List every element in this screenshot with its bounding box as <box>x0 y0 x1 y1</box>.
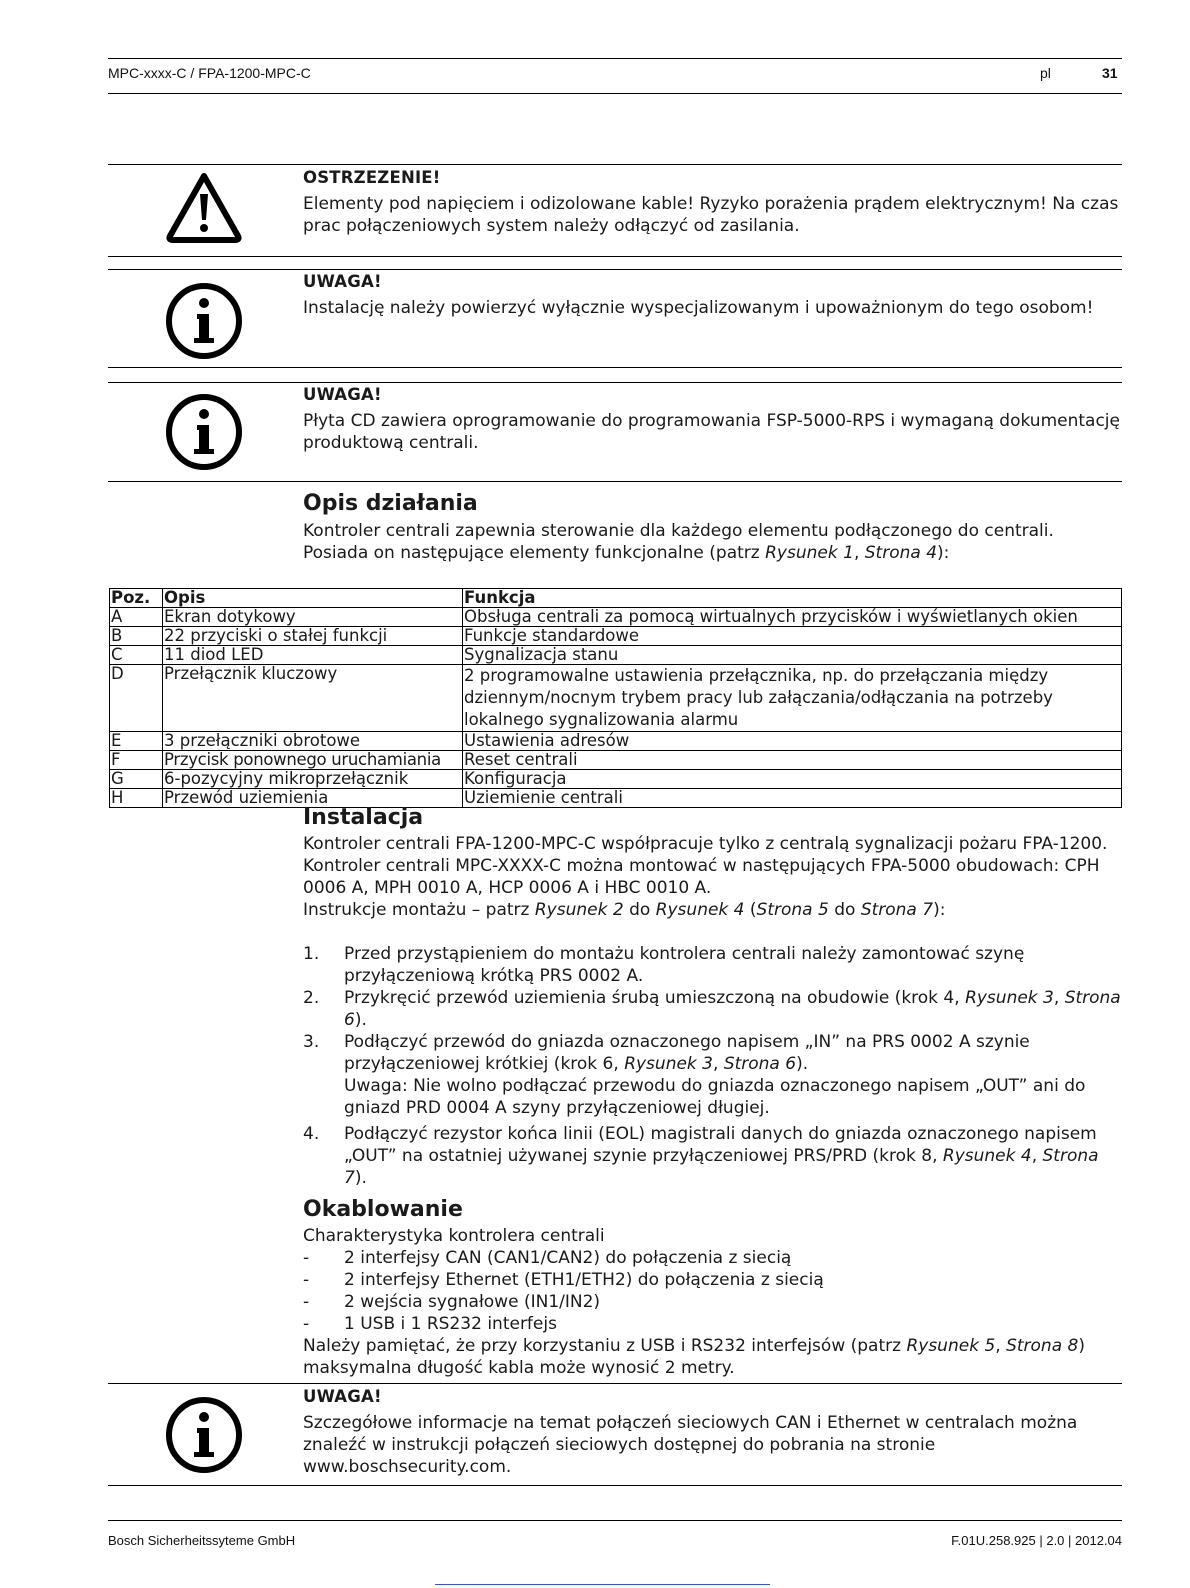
notice-bottom-rule <box>108 481 1122 482</box>
cell-funkcja: Uziemienie centrali <box>463 789 1122 808</box>
list-item: - 2 interfejsy Ethernet (ETH1/ETH2) do połączenia z siecią <box>303 1270 824 1290</box>
notice-info-text: Płyta CD zawiera oprogramowanie do programowania FSP-5000-RPS i wymaganą dokumentację produktową centrali. <box>303 411 1120 453</box>
step-number: 1. <box>303 944 320 964</box>
table-row <box>110 627 1122 646</box>
cell-poz: D <box>110 665 163 732</box>
step-note: Uwaga: Nie wolno podłączać przewodu do gniazda oznaczonego napisem „OUT” ani do gniazd PRD 0004 A szyny przyłączeniowej długiej. <box>344 1076 1086 1118</box>
notice-bottom-rule <box>108 256 1122 257</box>
cell-opis: Przewód uziemienia <box>163 789 463 808</box>
column-header-funkcja: Funkcja <box>463 589 1122 608</box>
figure-reference: Rysunek 5 <box>906 1336 996 1356</box>
step-item: 2. Przykręcić przewód uziemienia śrubą umieszczoną na obudowie (krok 4, Rysunek 3, Strona 6). <box>303 988 1121 1030</box>
cell-funkcja: Reset centrali <box>463 751 1122 770</box>
section-heading-instalacja: Instalacja <box>303 805 424 830</box>
step-item <box>303 943 1123 987</box>
figure-reference: Rysunek 3 <box>965 988 1054 1008</box>
figure-reference: Rysunek 4 <box>655 900 745 920</box>
cell-poz: E <box>110 732 163 751</box>
opis-paragraph <box>303 520 1123 564</box>
step-item: 3. Podłączyć przewód do gniazda oznaczonego napisem „IN” na PRS 0002 A szynie przyłączeniowej krótkiej (krok 6, Rysunek 3, Strona 6). Uwaga: Nie wolno podłączać przewodu do gniazda oznaczonego napisem „OUT” ani do gniazd PRD 0004 A szyny przyłączeniowej długiej. <box>303 1031 1123 1119</box>
page-reference: Strona 4 <box>864 543 938 563</box>
function-table <box>109 588 1122 808</box>
installation-steps <box>303 943 1123 1189</box>
list-dash: - <box>303 1314 310 1334</box>
header-top-rule <box>108 58 1122 59</box>
notice-bottom-rule <box>108 367 1122 368</box>
page-reference: Strona 8 <box>1006 1336 1079 1356</box>
info-icon <box>165 282 243 360</box>
header-language: pl <box>1040 65 1051 81</box>
okablowanie-content <box>303 1225 1123 1379</box>
cell-poz: B <box>110 627 163 646</box>
cell-poz: A <box>110 608 163 627</box>
cell-funkcja: Sygnalizacja stanu <box>463 646 1122 665</box>
cell-funkcja: Konfiguracja <box>463 770 1122 789</box>
cell-opis: 6-pozycyjny mikroprzełącznik <box>163 770 463 789</box>
notice-info-text: Szczegółowe informacje na temat połączeń sieciowych CAN i Ethernet w centralach można znaleźć w instrukcji połączeń sieciowych dostępnej do pobrania na stronie www.boschsecurity.com. <box>303 1413 1078 1477</box>
footer-company: Bosch Sicherheitssyteme GmbH <box>108 1533 296 1548</box>
step-number: 2. <box>303 988 320 1008</box>
figure-reference: Rysunek 2 <box>534 900 624 920</box>
notice-bottom-rule <box>108 1485 1122 1486</box>
list-item: - 2 interfejsy CAN (CAN1/CAN2) do połączenia z siecią <box>303 1248 792 1268</box>
list-dash: - <box>303 1270 310 1290</box>
cell-funkcja: Funkcje standardowe <box>463 627 1122 646</box>
notice-info-title: UWAGA! <box>303 1387 382 1406</box>
cell-opis: Ekran dotykowy <box>163 608 463 627</box>
page-reference: Strona 6 <box>723 1054 797 1074</box>
notice-info-title: UWAGA! <box>303 272 382 291</box>
notice-warning-title: OSTRZEZENIE! <box>303 168 441 187</box>
page-reference: Strona 6 <box>344 988 1121 1030</box>
warning-triangle-icon <box>164 170 244 244</box>
page-reference: Strona 5 <box>756 900 829 920</box>
instalacja-p1: Kontroler centrali FPA-1200-MPC-C współpracuje tylko z centralą sygnalizacji pożaru FPA-1200. <box>303 834 1108 854</box>
header-page-number: 31 <box>1102 65 1118 81</box>
list-item: - 2 wejścia sygnałowe (IN1/IN2) <box>303 1292 601 1312</box>
page-reference: Strona 7 <box>860 900 934 920</box>
step-number: 4. <box>303 1124 320 1144</box>
figure-reference: Rysunek 3 <box>624 1054 713 1074</box>
table-row <box>110 770 1122 789</box>
page-reference: Strona 7 <box>344 1146 1099 1188</box>
okablowanie-intro: Charakterystyka kontrolera centrali <box>303 1226 605 1246</box>
table-row <box>110 732 1122 751</box>
notice-top-rule <box>108 269 1122 270</box>
list-dash: - <box>303 1292 310 1312</box>
instalacja-p2: Kontroler centrali MPC-XXXX-C można montować w następujących FPA-5000 obudowach: CPH 0006 A, MPH 0010 A, HCP 0006 A i HBC 0010 A. <box>303 856 1100 898</box>
step-text: Przed przystąpieniem do montażu kontrolera centrali należy zamontować szynę przyłączeniową krótką PRS 0002 A. <box>344 944 1025 986</box>
cell-funkcja: Ustawienia adresów <box>463 732 1122 751</box>
opis-line-2: Posiada on następujące elementy funkcjonalne (patrz Rysunek 1, Strona 4): <box>303 543 950 563</box>
figure-reference: Rysunek 1 <box>765 543 854 563</box>
bottom-link-underline <box>435 1584 770 1585</box>
notice-top-rule <box>108 1383 1122 1384</box>
list-item: - 1 USB i 1 RS232 interfejs <box>303 1314 557 1334</box>
cell-funkcja: 2 programowalne ustawienia przełącznika, np. do przełączania między dziennym/nocnym trybem pracy lub załączania/odłączania na potrzeby lokalnego sygnalizowania alarmu <box>463 665 1122 732</box>
notice-info-title: UWAGA! <box>303 385 382 404</box>
header-doc-title: MPC-xxxx-C / FPA-1200-MPC-C <box>108 65 311 81</box>
opis-line-1: Kontroler centrali zapewnia sterowanie dla każdego elementu podłączonego do centrali. <box>303 521 1054 541</box>
column-header-poz: Poz. <box>110 589 163 608</box>
okablowanie-note: Należy pamiętać, że przy korzystaniu z USB i RS232 interfejsów (patrz Rysunek 5, Strona 8) maksymalna długość kabla może wynosić 2 metry. <box>303 1336 1085 1378</box>
notice-top-rule <box>108 164 1122 165</box>
footer-rule <box>108 1520 1122 1521</box>
instalacja-paragraphs <box>303 833 1123 921</box>
notice-warning-text: Elementy pod napięciem i odizolowane kable! Ryzyko porażenia prądem elektrycznym! Na czas prac połączeniowych system należy odłączyć od zasilania. <box>303 194 1119 236</box>
cell-poz: G <box>110 770 163 789</box>
table-row <box>110 751 1122 770</box>
header-bottom-rule <box>108 93 1122 94</box>
table-row <box>110 789 1122 808</box>
cell-opis: 22 przyciski o stałej funkcji <box>163 627 463 646</box>
table-row <box>110 665 1122 732</box>
cell-opis: 11 diod LED <box>163 646 463 665</box>
cell-poz: C <box>110 646 163 665</box>
table-row <box>110 646 1122 665</box>
cell-opis: Przełącznik kluczowy <box>163 665 463 732</box>
section-heading-opis: Opis działania <box>303 491 478 516</box>
cell-poz: H <box>110 789 163 808</box>
cell-opis: 3 przełączniki obrotowe <box>163 732 463 751</box>
cell-opis: Przycisk ponownego uruchamiania <box>163 751 463 770</box>
instalacja-p3: Instrukcje montażu – patrz Rysunek 2 do Rysunek 4 (Strona 5 do Strona 7): <box>303 900 946 920</box>
table-row <box>110 608 1122 627</box>
cell-poz: F <box>110 751 163 770</box>
info-icon <box>165 1396 243 1474</box>
table-header-row <box>110 589 1122 608</box>
footer-doc-info: F.01U.258.925 | 2.0 | 2012.04 <box>951 1533 1122 1548</box>
section-heading-okablowanie: Okablowanie <box>303 1197 463 1222</box>
figure-reference: Rysunek 4 <box>942 1146 1032 1166</box>
notice-top-rule <box>108 382 1122 383</box>
column-header-opis: Opis <box>163 589 463 608</box>
notice-info-text: Instalację należy powierzyć wyłącznie wyspecjalizowanym i upoważnionym do tego osobom! <box>303 298 1094 318</box>
step-number: 3. <box>303 1032 320 1052</box>
step-item: 4. Podłączyć rezystor końca linii (EOL) magistrali danych do gniazda oznaczonego napisem „OUT” na ostatniej używanej szynie przyłączeniowej PRS/PRD (krok 8, Rysunek 4, Strona 7). <box>303 1124 1099 1188</box>
cell-funkcja: Obsługa centrali za pomocą wirtualnych przycisków i wyświetlanych okien <box>463 608 1122 627</box>
list-dash: - <box>303 1248 310 1268</box>
info-icon <box>165 393 243 471</box>
